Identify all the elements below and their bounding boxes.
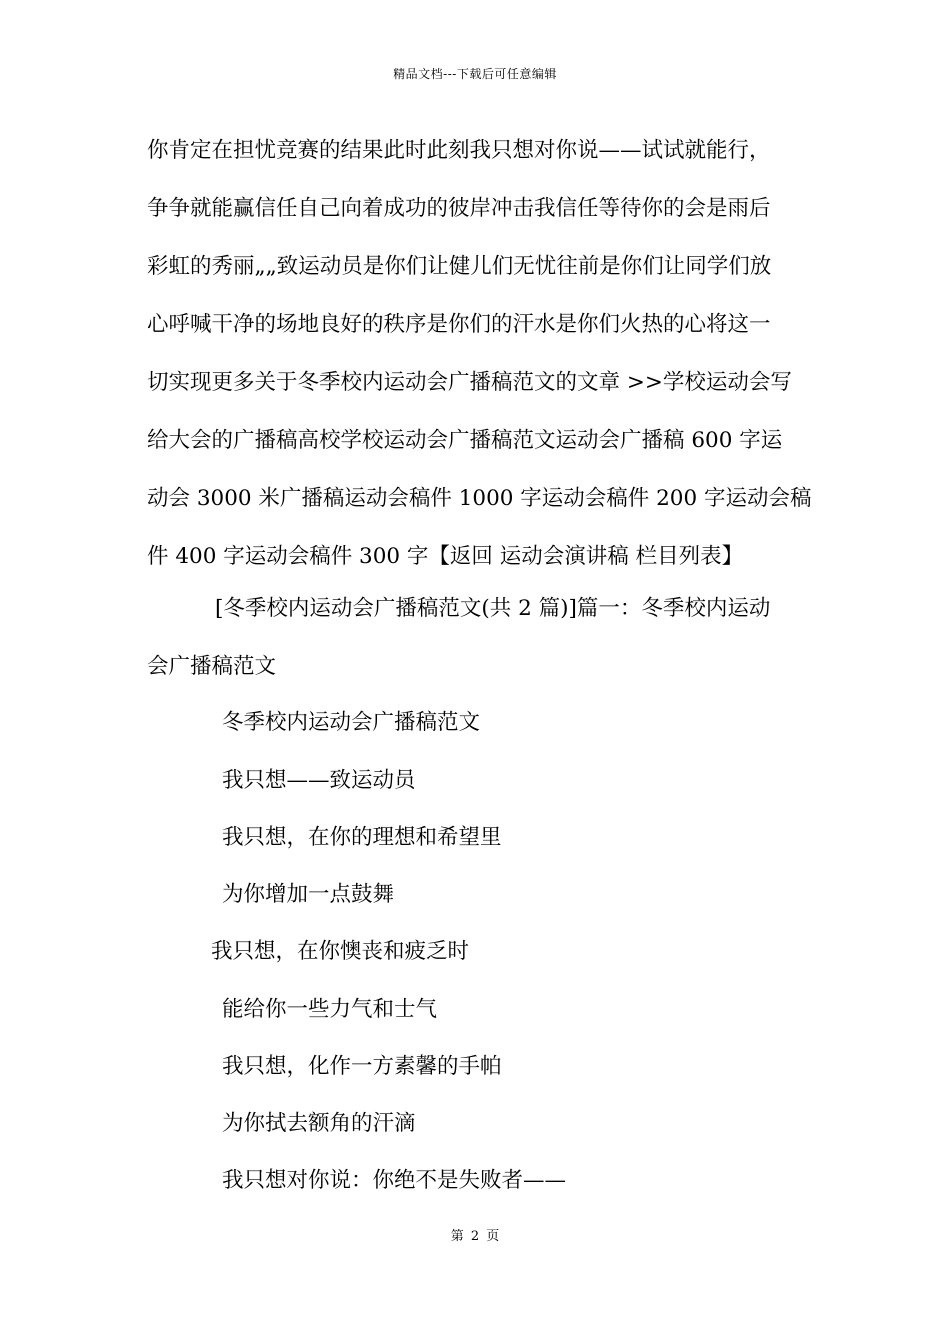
poem-line: 我只想，在你的理想和希望里 xyxy=(222,825,502,850)
page-header: 精品文档---下载后可任意编辑 xyxy=(393,67,557,81)
body-paragraph-1 xyxy=(147,122,812,586)
poem-line: 为你拭去额角的汗滴 xyxy=(222,1111,416,1136)
paragraph-1-line: 给大会的广播稿高校学校运动会广播稿范文运动会广播稿 600 字运 xyxy=(147,428,783,453)
paragraph-1-line: 你肯定在担忧竞赛的结果此时此刻我只想对你说——试试就能行， xyxy=(147,138,771,163)
paragraph-2-line: [冬季校内运动会广播稿范文(共 2 篇)]篇一：冬季校内运动 xyxy=(215,596,771,621)
poem-title: 冬季校内运动会广播稿范文 xyxy=(222,710,481,735)
body-paragraph-2 xyxy=(147,580,812,696)
poem-line: 为你增加一点鼓舞 xyxy=(222,882,395,907)
poem-line: 我只想，在你懊丧和疲乏时 xyxy=(211,939,470,964)
poem-line: 我只想对你说：你绝不是失败者—— xyxy=(222,1168,567,1193)
poem-line: 能给你一些力气和士气 xyxy=(222,997,438,1022)
poem-line: 我只想，化作一方素馨的手帕 xyxy=(222,1054,502,1079)
paragraph-2-line: 会广播稿范文 xyxy=(147,654,277,679)
paragraph-1-line: 动会 3000 米广播稿运动会稿件 1000 字运动会稿件 200 字运动会稿 xyxy=(147,486,812,511)
paragraph-1-line: 彩虹的秀丽„„致运动员是你们让健儿们无忧往前是你们让同学们放 xyxy=(147,254,772,279)
paragraph-1-line: 心呼喊干净的场地良好的秩序是你们的汗水是你们火热的心将这一 xyxy=(147,312,771,337)
paragraph-1-line: 争争就能赢信任自己向着成功的彼岸冲击我信任等待你的会是雨后 xyxy=(147,196,771,221)
paragraph-1-line: 件 400 字运动会稿件 300 字【返回 运动会演讲稿 栏目列表】 xyxy=(147,544,744,569)
poem-line: 我只想——致运动员 xyxy=(222,768,416,793)
paragraph-1-line: 切实现更多关于冬季校内运动会广播稿范文的文章 >>学校运动会写 xyxy=(147,370,792,395)
page-number: 第 2 页 xyxy=(450,1229,500,1244)
